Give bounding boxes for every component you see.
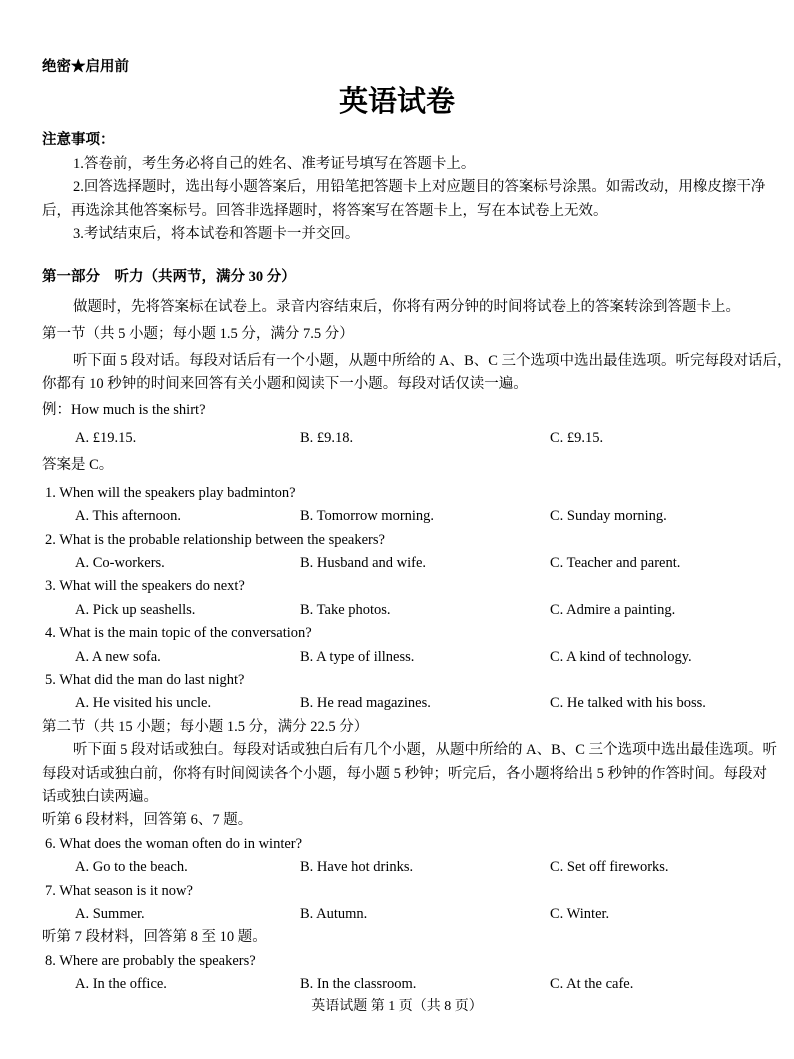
material-7-lead: 听第 7 段材料，回答第 8 至 10 题。 bbox=[42, 929, 267, 946]
example-prompt: 例：How much is the shirt? bbox=[42, 402, 206, 419]
section1-desc-line: 听下面 5 段对话。每段对话后有一个小题，从题中所给的 A、B、C 三个选项中选出最佳选项。听完每段对话后， bbox=[73, 352, 792, 369]
example-answer: 答案是 C。 bbox=[42, 457, 114, 474]
question-8-option-a: A. In the office. bbox=[75, 976, 167, 993]
notice-line: 2.回答选择题时，选出每小题答案后，用铅笔把答题卡上对应题目的答案标号涂黑。如需改动，用橡皮擦干净 bbox=[73, 179, 766, 196]
question-text-8: 8. Where are probably the speakers? bbox=[45, 952, 256, 969]
question-text-6: 6. What does the woman often do in winter? bbox=[45, 835, 303, 852]
question-3-option-b: B. Take photos. bbox=[300, 601, 391, 618]
question-3-option-a: A. Pick up seashells. bbox=[75, 601, 196, 618]
question-5-option-a: A. He visited his uncle. bbox=[75, 695, 212, 712]
part1-intro: 做题时，先将答案标在试卷上。录音内容结束后，你将有两分钟的时间将试卷上的答案转涂到答题卡上。 bbox=[73, 298, 740, 315]
notice-line: 后，再选涂其他答案标号。回答非选择题时，将答案写在答题卡上，写在本试卷上无效。 bbox=[42, 202, 608, 219]
question-options-6 bbox=[42, 856, 752, 879]
question-8-option-b: B. In the classroom. bbox=[300, 976, 417, 993]
section2-heading: 第二节（共 15 小题；每小题 1.5 分，满分 22.5 分） bbox=[42, 718, 369, 735]
notice-line: 3.考试结束后，将本试卷和答题卡一并交回。 bbox=[73, 226, 360, 243]
question-6-option-b: B. Have hot drinks. bbox=[300, 859, 414, 876]
question-2-option-b: B. Husband and wife. bbox=[300, 554, 427, 571]
question-options-7 bbox=[42, 903, 752, 926]
question-text-1: 1. When will the speakers play badminton? bbox=[45, 484, 296, 501]
example-option-b: B. £9.18. bbox=[300, 429, 354, 446]
question-options-3 bbox=[42, 599, 752, 622]
material-6-lead: 听第 6 段材料，回答第 6、7 题。 bbox=[42, 812, 253, 829]
question-3-option-c: C. Admire a painting. bbox=[550, 601, 676, 618]
section2-desc-line: 话或独白读两遍。 bbox=[42, 788, 158, 805]
question-7-option-c: C. Winter. bbox=[550, 906, 610, 922]
classification-label: 绝密★启用前 bbox=[42, 59, 129, 75]
question-4-option-c: C. A kind of technology. bbox=[550, 648, 692, 665]
question-7-option-a: A. Summer. bbox=[75, 906, 145, 922]
question-text-5: 5. What did the man do last night? bbox=[45, 671, 245, 688]
question-text-3: 3. What will the speakers do next? bbox=[45, 578, 245, 595]
exam-title: 英语试卷 bbox=[338, 86, 455, 119]
question-4-option-a: A. A new sofa. bbox=[75, 648, 161, 665]
question-1-option-b: B. Tomorrow morning. bbox=[300, 508, 435, 525]
section1-desc-line: 你都有 10 秒钟的时间来回答有关小题和阅读下一小题。每段对话仅读一遍。 bbox=[42, 376, 528, 393]
question-6-option-a: A. Go to the beach. bbox=[75, 859, 188, 876]
question-4-option-b: B. A type of illness. bbox=[300, 648, 415, 665]
question-8-option-c: C. At the cafe. bbox=[550, 976, 634, 993]
section2-desc-line: 听下面 5 段对话或独白。每段对话或独白后有几个小题，从题中所给的 A、B、C 三个选项中选出最佳选项。听 bbox=[73, 742, 778, 759]
question-6-option-c: C. Set off fireworks. bbox=[550, 859, 669, 876]
question-options-2 bbox=[42, 552, 752, 575]
question-5-option-c: C. He talked with his boss. bbox=[550, 695, 706, 712]
notice-line: 1.答卷前，考生务必将自己的姓名、准考证号填写在答题卡上。 bbox=[73, 155, 476, 172]
part1-heading: 第一部分 听力（共两节，满分 30 分） bbox=[42, 269, 296, 286]
question-text-7: 7. What season is it now? bbox=[45, 882, 193, 899]
question-5-option-b: B. He read magazines. bbox=[300, 695, 431, 712]
question-7-option-b: B. Autumn. bbox=[300, 906, 368, 922]
example-option-c: C. £9.15. bbox=[550, 429, 604, 446]
question-text-4: 4. What is the main topic of the conversation? bbox=[45, 625, 312, 642]
question-text-2: 2. What is the probable relationship between the speakers? bbox=[45, 531, 385, 548]
section1-heading: 第一节（共 5 小题；每小题 1.5 分，满分 7.5 分） bbox=[42, 326, 354, 343]
section2-desc-line: 每段对话或独白前，你将有时间阅读各个小题，每小题 5 秒钟；听完后，各小题将给出 5 秒钟的作答时间。每段对 bbox=[42, 765, 767, 782]
question-options-4 bbox=[42, 646, 752, 669]
question-options-8 bbox=[42, 973, 752, 996]
example-options-row bbox=[42, 427, 752, 450]
question-options-5 bbox=[42, 692, 752, 715]
question-2-option-a: A. Co-workers. bbox=[75, 554, 165, 571]
question-1-option-a: A. This afternoon. bbox=[75, 508, 182, 525]
question-options-1 bbox=[42, 505, 752, 528]
page-footer: 英语试题 第 1 页（共 8 页） bbox=[311, 999, 483, 1014]
notice-heading: 注意事项： bbox=[42, 132, 115, 149]
question-1-option-c: C. Sunday morning. bbox=[550, 508, 667, 525]
example-option-a: A. £19.15. bbox=[75, 429, 137, 446]
question-2-option-c: C. Teacher and parent. bbox=[550, 554, 681, 571]
